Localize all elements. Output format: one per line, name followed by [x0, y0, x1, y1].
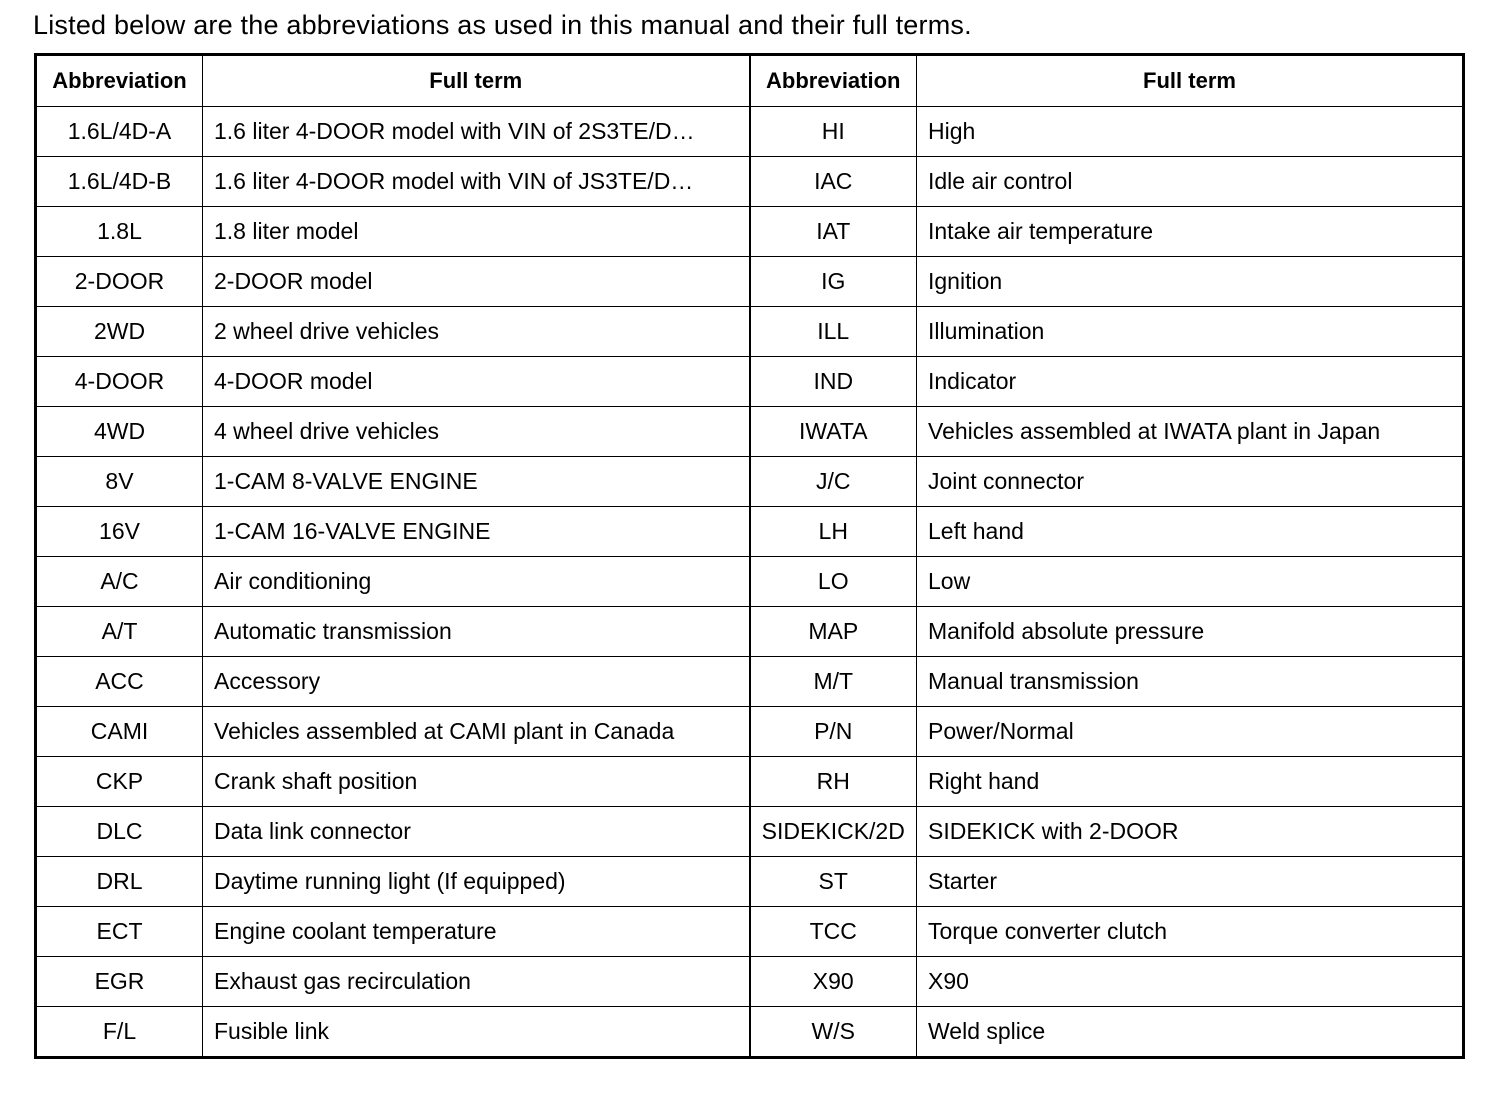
abbreviation-cell-left: 16V — [36, 507, 203, 557]
full-term-cell-right: Left hand — [917, 507, 1464, 557]
full-term-cell-right: Indicator — [917, 357, 1464, 407]
abbreviation-cell-right: MAP — [750, 607, 917, 657]
abbreviation-cell-left: F/L — [36, 1007, 203, 1058]
full-term-cell-right: Joint connector — [917, 457, 1464, 507]
full-term-cell-right: Illumination — [917, 307, 1464, 357]
abbreviation-cell-left: DRL — [36, 857, 203, 907]
full-term-cell-left: Automatic transmission — [203, 607, 750, 657]
full-term-cell-left: Fusible link — [203, 1007, 750, 1058]
abbreviation-cell-left: ACC — [36, 657, 203, 707]
abbreviation-cell-left: 1.6L/4D-A — [36, 107, 203, 157]
full-term-cell-left: 1.8 liter model — [203, 207, 750, 257]
full-term-cell-left: 1-CAM 8-VALVE ENGINE — [203, 457, 750, 507]
table-row — [36, 507, 1464, 557]
abbreviation-cell-right: W/S — [750, 1007, 917, 1058]
abbreviation-cell-right: LH — [750, 507, 917, 557]
table-row — [36, 707, 1464, 757]
full-term-cell-right: Right hand — [917, 757, 1464, 807]
table-header — [36, 55, 1464, 107]
full-term-cell-left: Daytime running light (If equipped) — [203, 857, 750, 907]
abbreviation-cell-right: ST — [750, 857, 917, 907]
table-row — [36, 457, 1464, 507]
table-row — [36, 107, 1464, 157]
table-row — [36, 857, 1464, 907]
table-row — [36, 957, 1464, 1007]
table-row — [36, 907, 1464, 957]
full-term-cell-right: Intake air temperature — [917, 207, 1464, 257]
table-row — [36, 307, 1464, 357]
full-term-cell-left: Accessory — [203, 657, 750, 707]
abbreviation-cell-left: ECT — [36, 907, 203, 957]
header-full-term-right: Full term — [917, 55, 1464, 107]
full-term-cell-right: SIDEKICK with 2-DOOR — [917, 807, 1464, 857]
abbreviation-cell-right: M/T — [750, 657, 917, 707]
full-term-cell-left: 1.6 liter 4-DOOR model with VIN of 2S3TE/D… — [203, 107, 750, 157]
abbreviation-cell-right: TCC — [750, 907, 917, 957]
table-body — [36, 107, 1464, 1058]
abbreviation-cell-left: 8V — [36, 457, 203, 507]
abbreviation-cell-right: IG — [750, 257, 917, 307]
abbreviation-cell-left: 1.6L/4D-B — [36, 157, 203, 207]
abbreviation-cell-right: IND — [750, 357, 917, 407]
abbreviation-cell-right: LO — [750, 557, 917, 607]
table-row — [36, 157, 1464, 207]
abbreviation-cell-right: IWATA — [750, 407, 917, 457]
full-term-cell-right: Vehicles assembled at IWATA plant in Japan — [917, 407, 1464, 457]
full-term-cell-left: 1-CAM 16-VALVE ENGINE — [203, 507, 750, 557]
abbreviation-cell-right: P/N — [750, 707, 917, 757]
full-term-cell-left: Air conditioning — [203, 557, 750, 607]
abbreviation-cell-left: A/C — [36, 557, 203, 607]
table-row — [36, 1007, 1464, 1058]
full-term-cell-left: Crank shaft position — [203, 757, 750, 807]
full-term-cell-left: 2-DOOR model — [203, 257, 750, 307]
table-row — [36, 607, 1464, 657]
full-term-cell-right: Idle air control — [917, 157, 1464, 207]
abbreviation-cell-right: IAC — [750, 157, 917, 207]
abbreviation-table — [34, 53, 1465, 1059]
header-full-term-left: Full term — [203, 55, 750, 107]
full-term-cell-left: 4 wheel drive vehicles — [203, 407, 750, 457]
abbreviation-cell-right: SIDEKICK/2D — [750, 807, 917, 857]
header-abbreviation-right: Abbreviation — [750, 55, 917, 107]
full-term-cell-right: Torque converter clutch — [917, 907, 1464, 957]
abbreviation-cell-left: A/T — [36, 607, 203, 657]
full-term-cell-left: 1.6 liter 4-DOOR model with VIN of JS3TE/D… — [203, 157, 750, 207]
full-term-cell-left: Engine coolant temperature — [203, 907, 750, 957]
table-row — [36, 257, 1464, 307]
abbreviation-cell-left: CKP — [36, 757, 203, 807]
abbreviation-cell-left: CAMI — [36, 707, 203, 757]
abbreviation-cell-right: IAT — [750, 207, 917, 257]
abbreviation-cell-left: DLC — [36, 807, 203, 857]
abbreviation-cell-left: 4-DOOR — [36, 357, 203, 407]
table-row — [36, 357, 1464, 407]
table-row — [36, 557, 1464, 607]
abbreviation-cell-left: 4WD — [36, 407, 203, 457]
full-term-cell-left: Vehicles assembled at CAMI plant in Canada — [203, 707, 750, 757]
abbreviation-cell-right: J/C — [750, 457, 917, 507]
full-term-cell-right: X90 — [917, 957, 1464, 1007]
full-term-cell-right: Weld splice — [917, 1007, 1464, 1058]
full-term-cell-left: Exhaust gas recirculation — [203, 957, 750, 1007]
abbreviation-cell-right: HI — [750, 107, 917, 157]
full-term-cell-right: Low — [917, 557, 1464, 607]
table-row — [36, 207, 1464, 257]
abbreviation-cell-left: 2-DOOR — [36, 257, 203, 307]
header-row — [36, 55, 1464, 107]
full-term-cell-right: Power/Normal — [917, 707, 1464, 757]
full-term-cell-left: Data link connector — [203, 807, 750, 857]
abbreviation-cell-left: 1.8L — [36, 207, 203, 257]
full-term-cell-right: Starter — [917, 857, 1464, 907]
abbreviation-cell-right: RH — [750, 757, 917, 807]
table-row — [36, 757, 1464, 807]
full-term-cell-right: Ignition — [917, 257, 1464, 307]
header-abbreviation-left: Abbreviation — [36, 55, 203, 107]
table-row — [36, 807, 1464, 857]
full-term-cell-left: 2 wheel drive vehicles — [203, 307, 750, 357]
table-row — [36, 657, 1464, 707]
full-term-cell-right: Manual transmission — [917, 657, 1464, 707]
table-row — [36, 407, 1464, 457]
full-term-cell-left: 4-DOOR model — [203, 357, 750, 407]
full-term-cell-right: High — [917, 107, 1464, 157]
full-term-cell-right: Manifold absolute pressure — [917, 607, 1464, 657]
intro-text: Listed below are the abbreviations as used in this manual and their full terms. — [33, 10, 972, 40]
abbreviation-cell-right: ILL — [750, 307, 917, 357]
abbreviation-cell-left: 2WD — [36, 307, 203, 357]
abbreviation-cell-right: X90 — [750, 957, 917, 1007]
abbreviation-cell-left: EGR — [36, 957, 203, 1007]
